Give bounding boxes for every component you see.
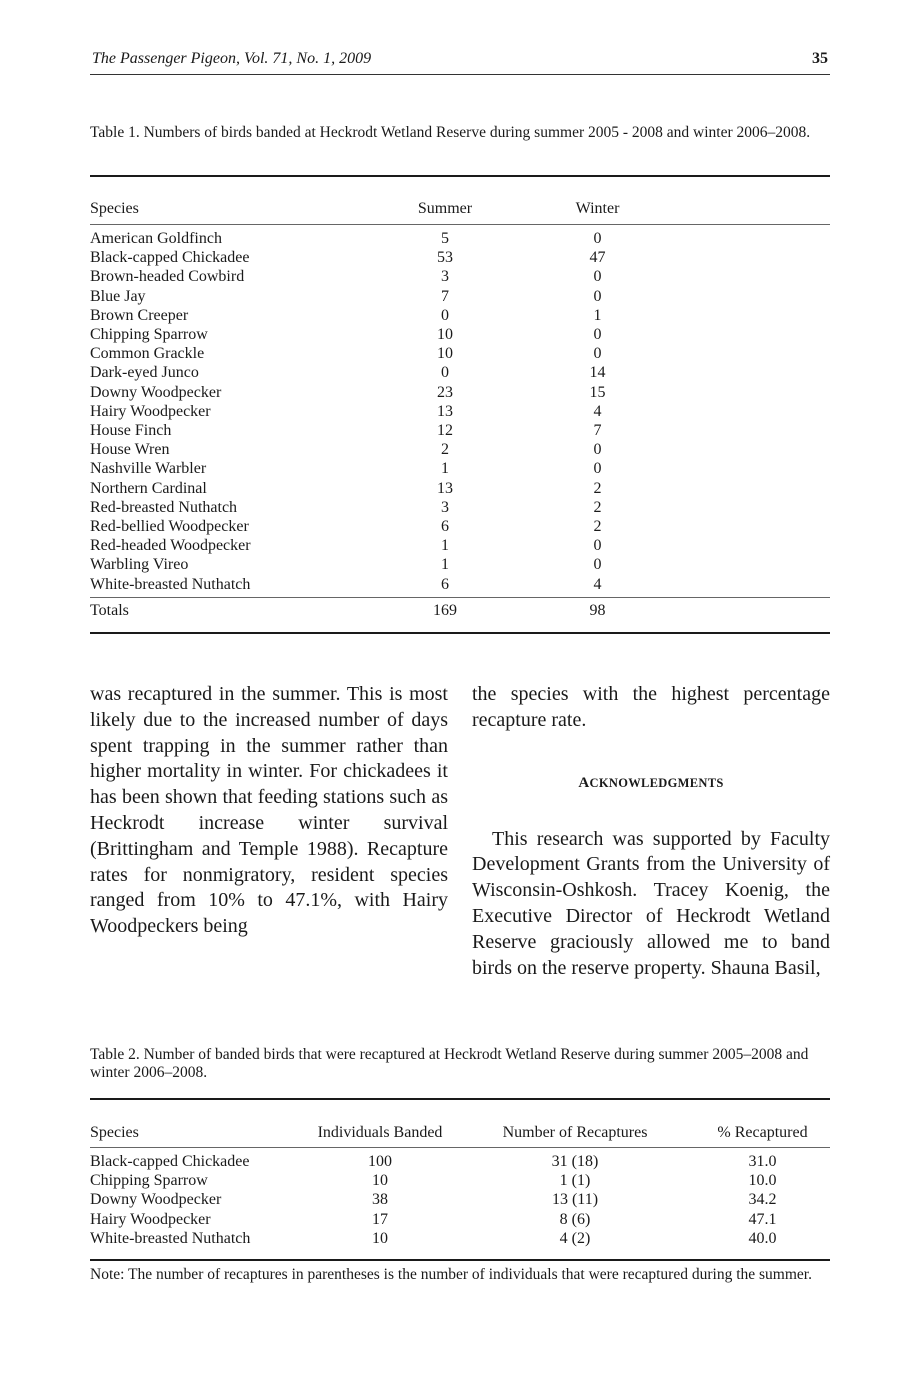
table1-row xyxy=(90,229,830,248)
summer-cell: 13 xyxy=(437,402,453,420)
species-cell: Black-capped Chickadee xyxy=(90,1153,250,1170)
page-number: 35 xyxy=(812,50,828,67)
table2-bottom-rule xyxy=(90,1259,830,1261)
species-cell: Red-headed Woodpecker xyxy=(90,537,251,555)
winter-value: 4 xyxy=(593,402,602,420)
summer-cell: 1 xyxy=(441,556,449,574)
winter-cell xyxy=(510,479,830,498)
winter-value: 2 xyxy=(593,479,602,497)
winter-value: 14 xyxy=(589,364,606,382)
table1-row xyxy=(90,575,830,594)
winter-cell xyxy=(510,498,830,517)
table1-row xyxy=(90,306,830,325)
species-cell: Northern Cardinal xyxy=(90,479,207,497)
table2-row xyxy=(90,1152,830,1171)
percent-cell: 31.0 xyxy=(748,1153,777,1170)
summer-cell: 1 xyxy=(441,537,449,555)
species-cell: Black-capped Chickadee xyxy=(90,249,250,267)
totals-winter: 98 xyxy=(589,602,606,619)
species-cell: Hairy Woodpecker xyxy=(90,1210,211,1228)
table2-col-species: Species xyxy=(90,1124,139,1141)
banded-cell: 10 xyxy=(372,1229,388,1247)
species-cell: Blue Jay xyxy=(90,287,146,305)
banded-cell: 100 xyxy=(368,1153,392,1170)
winter-cell xyxy=(510,440,830,459)
species-cell: American Goldfinch xyxy=(90,230,222,247)
table1-caption: Table 1. Numbers of birds banded at Heckrodt Wetland Reserve during summer 2005 - 2008 and winter 2006–2008. xyxy=(90,124,811,141)
winter-value: 0 xyxy=(593,287,602,305)
species-cell: Brown-headed Cowbird xyxy=(90,268,245,286)
summer-cell: 1 xyxy=(441,460,449,478)
table2-row xyxy=(90,1171,830,1190)
species-cell: Warbling Vireo xyxy=(90,556,189,574)
recaptures-cell: 4 (2) xyxy=(559,1229,591,1247)
table1-row xyxy=(90,421,830,440)
summer-cell: 23 xyxy=(437,383,453,401)
species-cell: Hairy Woodpecker xyxy=(90,402,211,420)
winter-cell xyxy=(510,421,830,440)
species-cell: Chipping Sparrow xyxy=(90,326,208,344)
winter-cell xyxy=(510,517,830,536)
species-cell: Chipping Sparrow xyxy=(90,1172,208,1190)
recaptures-cell: 31 (18) xyxy=(551,1153,599,1170)
winter-value: 2 xyxy=(593,498,602,516)
acknowledgments-heading-rest: CKNOWLEDGMENTS xyxy=(589,775,724,790)
species-cell: House Finch xyxy=(90,422,172,440)
table1-row xyxy=(90,363,830,382)
winter-cell xyxy=(510,287,830,306)
winter-value: 1 xyxy=(593,306,602,324)
summer-cell: 6 xyxy=(441,575,449,593)
winter-value: 0 xyxy=(593,537,602,555)
table2-caption: Table 2. Number of banded birds that were recaptured at Heckrodt Wetland Reserve during summer 2005–2008 and winter 2006–2008. xyxy=(90,1046,809,1081)
percent-cell: 34.2 xyxy=(748,1191,777,1209)
table1-top-rule xyxy=(90,175,830,177)
percent-cell: 47.1 xyxy=(748,1210,777,1228)
species-cell: White-breasted Nuthatch xyxy=(90,575,251,593)
summer-cell: 3 xyxy=(441,268,449,286)
table1-totals xyxy=(90,600,830,622)
table2-col-recaptures: Number of Recaptures xyxy=(502,1124,648,1141)
winter-cell xyxy=(510,363,830,382)
table2-body xyxy=(90,1152,830,1248)
acknowledgments-heading: ACKNOWLEDGMENTS xyxy=(578,774,724,791)
table1-row xyxy=(90,479,830,498)
species-cell: Downy Woodpecker xyxy=(90,1191,222,1209)
left-column-text: was recaptured in the summer. This is most likely due to the increased number of days spent trapping in the summer rather than higher mortality in winter. For chickadees it has been shown that feeding stations such as Heckrodt increase winter survival (Brittingham and Temple 1988). Recapture rates for nonmigratory, resident species ranged from 10% to 47.1%, with Hairy Woodpeckers being xyxy=(90,683,448,938)
winter-cell xyxy=(510,459,830,478)
recaptures-cell: 8 (6) xyxy=(559,1210,591,1228)
body-left-column xyxy=(90,682,448,940)
table2-row xyxy=(90,1210,830,1229)
winter-cell xyxy=(510,344,830,363)
summer-cell: 12 xyxy=(437,422,453,440)
winter-value: 7 xyxy=(593,422,602,440)
summer-cell: 5 xyxy=(441,230,449,247)
species-cell: Brown Creeper xyxy=(90,306,189,324)
table1-row xyxy=(90,517,830,536)
body-right-column xyxy=(472,682,830,981)
table1-header xyxy=(90,200,830,218)
table1-row xyxy=(90,536,830,555)
table1-col-species: Species xyxy=(90,200,139,217)
recaptures-cell: 13 (11) xyxy=(551,1191,599,1209)
table1-header-rule xyxy=(90,224,830,225)
winter-value: 47 xyxy=(589,249,606,267)
species-cell: Red-breasted Nuthatch xyxy=(90,498,238,516)
table1-row xyxy=(90,459,830,478)
winter-value: 4 xyxy=(593,575,602,593)
summer-cell: 0 xyxy=(441,306,449,324)
species-cell: Nashville Warbler xyxy=(90,460,207,478)
winter-cell xyxy=(510,383,830,402)
species-cell: Downy Woodpecker xyxy=(90,383,222,401)
winter-value: 0 xyxy=(593,230,602,247)
table1-row xyxy=(90,402,830,421)
winter-value: 0 xyxy=(593,556,602,574)
right-column-text: the species with the highest percentage recapture rate. xyxy=(472,683,830,731)
table2-row xyxy=(90,1190,830,1209)
table1-row xyxy=(90,555,830,574)
species-cell: Red-bellied Woodpecker xyxy=(90,518,249,536)
page-header xyxy=(90,50,830,75)
totals-summer: 169 xyxy=(433,602,457,619)
summer-cell: 3 xyxy=(441,498,449,516)
table1-col-winter: Winter xyxy=(575,200,620,217)
table1-row xyxy=(90,440,830,459)
journal-title: The Passenger Pigeon, Vol. 71, No. 1, 2009 xyxy=(92,50,372,67)
summer-cell: 6 xyxy=(441,518,449,536)
table2-col-banded: Individuals Banded xyxy=(317,1124,443,1141)
banded-cell: 10 xyxy=(372,1172,388,1190)
summer-cell: 10 xyxy=(437,345,453,363)
winter-value: 0 xyxy=(593,268,602,286)
summer-cell: 10 xyxy=(437,326,453,344)
table2-col-percent: % Recaptured xyxy=(717,1124,808,1141)
winter-value: 0 xyxy=(593,441,602,459)
totals-label: Totals xyxy=(90,602,129,619)
percent-cell: 10.0 xyxy=(748,1172,777,1190)
winter-cell xyxy=(510,575,830,594)
table1-row xyxy=(90,325,830,344)
summer-cell: 7 xyxy=(441,287,449,305)
species-cell: White-breasted Nuthatch xyxy=(90,1229,251,1247)
winter-cell xyxy=(510,536,830,555)
percent-cell: 40.0 xyxy=(748,1229,777,1247)
table1-row xyxy=(90,267,830,286)
table2-header xyxy=(90,1124,830,1142)
table2-top-rule xyxy=(90,1098,830,1100)
summer-cell: 0 xyxy=(441,364,449,382)
table1-row xyxy=(90,498,830,517)
winter-cell xyxy=(510,229,830,248)
winter-value: 15 xyxy=(589,383,606,401)
species-cell: Common Grackle xyxy=(90,345,205,363)
winter-value: 0 xyxy=(593,460,602,478)
winter-cell xyxy=(510,555,830,574)
winter-cell xyxy=(510,267,830,286)
table1-body xyxy=(90,229,830,594)
table2-header-rule xyxy=(90,1147,830,1148)
winter-value: 0 xyxy=(593,326,602,344)
recaptures-cell: 1 (1) xyxy=(559,1172,591,1190)
banded-cell: 17 xyxy=(372,1210,388,1228)
species-cell: House Wren xyxy=(90,441,170,459)
summer-cell: 53 xyxy=(437,249,453,267)
table1-row xyxy=(90,287,830,306)
table1-bottom-rule xyxy=(90,632,830,634)
winter-value: 0 xyxy=(593,345,602,363)
table2-row xyxy=(90,1229,830,1248)
table1-col-winter-cell xyxy=(510,200,830,218)
winter-cell xyxy=(510,306,830,325)
table1-col-summer: Summer xyxy=(417,200,473,217)
totals-winter-cell xyxy=(510,600,830,622)
table2-note: Note: The number of recaptures in parentheses is the number of individuals that were recaptured during the summer. xyxy=(90,1266,812,1283)
winter-cell xyxy=(510,248,830,267)
winter-value: 2 xyxy=(593,518,602,536)
winter-cell xyxy=(510,325,830,344)
banded-cell: 38 xyxy=(372,1191,388,1209)
table1-row xyxy=(90,344,830,363)
table1-totals-rule xyxy=(90,597,830,598)
winter-cell xyxy=(510,402,830,421)
summer-cell: 2 xyxy=(441,441,449,459)
table1-row xyxy=(90,248,830,267)
table1-row xyxy=(90,383,830,402)
species-cell: Dark-eyed Junco xyxy=(90,364,199,382)
acknowledgments-text: This research was supported by Faculty Development Grants from the University of Wisconsin-Oshkosh. Tracey Koenig, the Executive Director of Heckrodt Wetland Reserve graciously allowed me to band birds on the reserve property. Shauna Basil, xyxy=(472,827,830,979)
summer-cell: 13 xyxy=(437,479,453,497)
